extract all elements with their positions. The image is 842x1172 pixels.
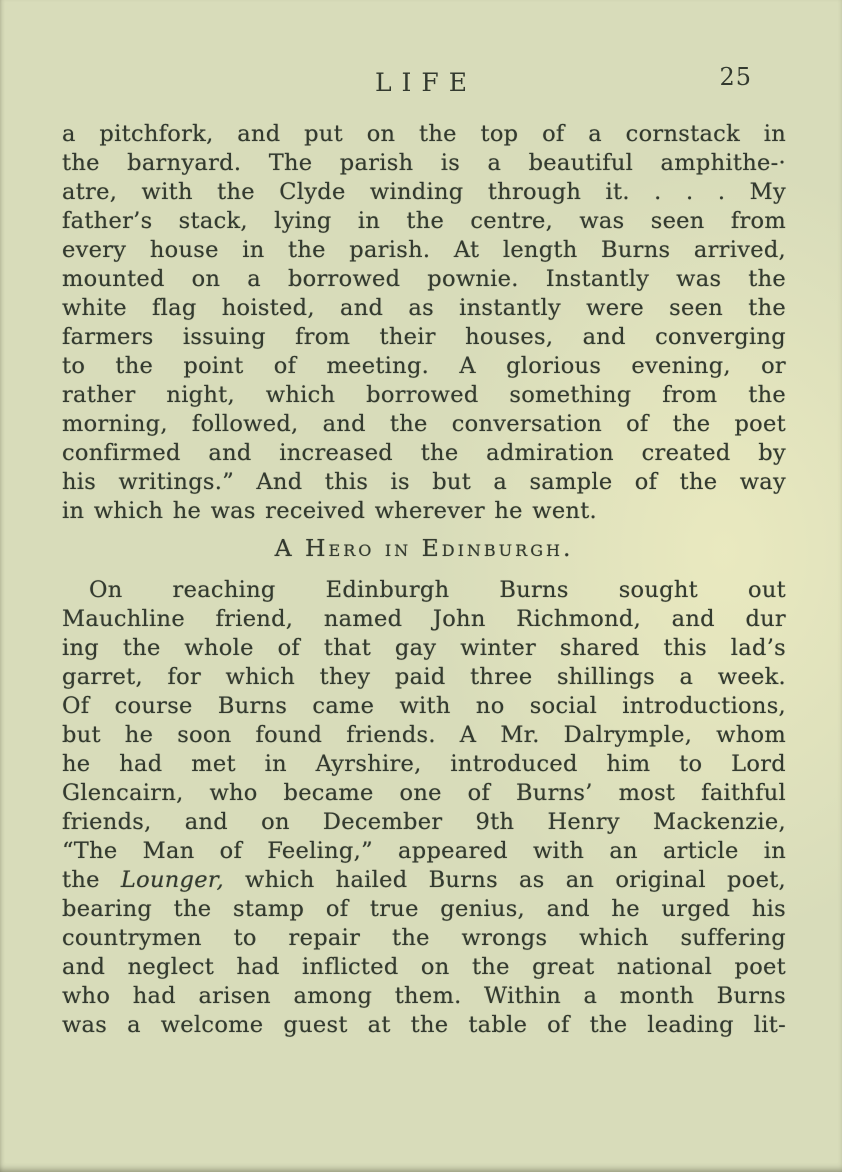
text-line: ing the whole of that gay winter shared this lad’s bbox=[62, 635, 786, 661]
text-line: “The Man of Feeling,” appeared with an article in bbox=[62, 838, 786, 864]
text-line: a pitchfork, and put on the top of a cornstack in bbox=[62, 121, 786, 147]
text-line: morning, followed, and the conversation of the poet bbox=[62, 411, 786, 437]
text-line: farmers issuing from their houses, and converging bbox=[62, 324, 786, 350]
text-line: every house in the parish. At length Burns arrived, bbox=[62, 237, 786, 263]
text-line: who had arisen among them. Within a month Burns bbox=[62, 983, 786, 1009]
page-header-title: LIFE bbox=[374, 68, 478, 97]
text-line: friends, and on December 9th Henry Mackenzie, bbox=[62, 809, 786, 835]
text-line: and neglect had inflicted on the great national poet bbox=[62, 954, 786, 980]
text-block bbox=[62, 120, 786, 1040]
text-line: Of course Burns came with no social introductions, bbox=[62, 693, 786, 719]
text-line: was a welcome guest at the table of the leading lit- bbox=[62, 1012, 786, 1038]
text-line: father’s stack, lying in the centre, was seen from bbox=[62, 208, 786, 234]
text-line: mounted on a borrowed pownie. Instantly was the bbox=[62, 266, 786, 292]
text-line: bearing the stamp of true genius, and he urged his bbox=[62, 896, 786, 922]
text-line: white flag hoisted, and as instantly were seen the bbox=[62, 295, 786, 321]
text-line: rather night, which borrowed something from the bbox=[62, 382, 786, 408]
text-line: confirmed and increased the admiration created by bbox=[62, 440, 786, 466]
text-line: the barnyard. The parish is a beautiful amphithe-· bbox=[62, 150, 786, 176]
text-line: Glencairn, who became one of Burns’ most faithful bbox=[62, 780, 786, 806]
text-line: Mauchline friend, named John Richmond, and dur bbox=[62, 606, 786, 632]
text-line: his writings.” And this is but a sample of the way bbox=[62, 469, 786, 495]
paragraph-2 bbox=[62, 576, 786, 1040]
text-line: the Lounger, which hailed Burns as an original poet, bbox=[62, 867, 787, 893]
text-line: he had met in Ayrshire, introduced him to Lord bbox=[62, 751, 786, 777]
text-line: to the point of meeting. A glorious evening, or bbox=[62, 353, 786, 379]
text-line: On reaching Edinburgh Burns sought out bbox=[89, 577, 786, 603]
text-line: garret, for which they paid three shillings a week. bbox=[62, 664, 786, 690]
text-line: in which he was received wherever he went. bbox=[62, 498, 598, 524]
section-heading: A Hero in Edinburgh. bbox=[274, 534, 574, 562]
page-number: 25 bbox=[719, 63, 752, 91]
text-line: atre, with the Clyde winding through it. . . . My bbox=[62, 179, 786, 205]
text-line: countrymen to repair the wrongs which suffering bbox=[62, 925, 786, 951]
text-line: but he soon found friends. A Mr. Dalrymple, whom bbox=[62, 722, 786, 748]
paragraph-1 bbox=[62, 120, 786, 526]
